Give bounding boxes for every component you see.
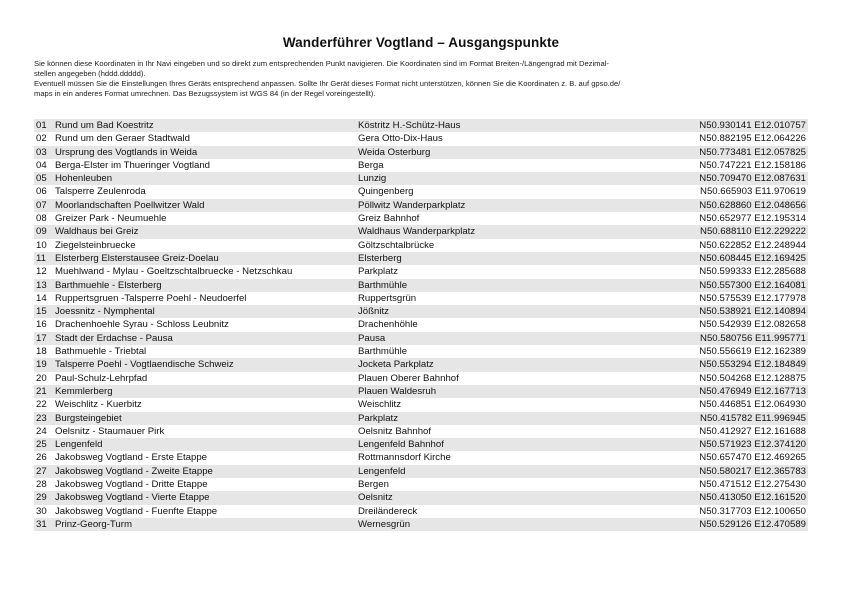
route-name: Rund um Bad Koestritz bbox=[55, 120, 154, 131]
gps-coordinates: N50.575539 E12.177978 bbox=[699, 292, 806, 304]
entry-number: 14 bbox=[36, 292, 47, 304]
start-point: Plauen Oberer Bahnhof bbox=[358, 372, 459, 384]
gps-coordinates: N50.608445 E12.169425 bbox=[699, 252, 806, 264]
start-point: Bergen bbox=[358, 479, 389, 491]
entry-number: 27 bbox=[36, 465, 47, 477]
entry-number: 05 bbox=[36, 173, 47, 185]
table-row bbox=[34, 345, 808, 358]
table-row bbox=[34, 239, 808, 252]
table-row bbox=[34, 478, 808, 491]
start-point: Waldhaus Wanderparkplatz bbox=[358, 226, 476, 238]
table-row bbox=[34, 119, 808, 132]
entry-number: 09 bbox=[36, 226, 47, 238]
entry-number: 17 bbox=[36, 332, 47, 344]
route-name: Stadt der Erdachse - Pausa bbox=[55, 332, 173, 344]
gps-coordinates: N50.652977 E12.195314 bbox=[699, 213, 806, 225]
gps-coordinates: N50.622852 E12.248944 bbox=[699, 239, 806, 251]
start-point: Barthmühle bbox=[358, 279, 408, 291]
table-row bbox=[34, 159, 808, 172]
start-point: Parkplatz bbox=[358, 412, 398, 424]
table-row bbox=[34, 212, 808, 225]
route-name: Elsterberg Elsterstausee Greiz-Doelau bbox=[55, 252, 219, 264]
entry-number: 10 bbox=[36, 239, 47, 251]
gps-coordinates: N50.665903 E11.970619 bbox=[700, 186, 806, 198]
table-row bbox=[34, 412, 808, 425]
gps-coordinates: N50.773481 E12.057825 bbox=[699, 146, 806, 158]
route-name: Jakobsweg Vogtland - Erste Etappe bbox=[55, 452, 207, 464]
route-name: Moorlandschaften Poellwitzer Wald bbox=[55, 199, 205, 211]
gps-coordinates: N50.688110 E12.229222 bbox=[700, 226, 806, 238]
start-point: Göltzschtalbrücke bbox=[358, 239, 435, 251]
start-point: Drachenhöhle bbox=[358, 319, 418, 331]
route-name: Jakobsweg Vogtland - Dritte Etappe bbox=[55, 479, 208, 491]
table-row bbox=[34, 398, 808, 411]
route-name: Paul-Schulz-Lehrpfad bbox=[55, 372, 148, 384]
start-point: Jößnitz bbox=[358, 306, 389, 318]
intro-line: Eventuell müssen Sie die Einstellungen Ihres Geräts entsprechend anpassen. Sollte Ihr Gerät dieses Format nicht unterstützen, können Sie die Koordinaten z. B. auf gpso.de/ bbox=[34, 79, 621, 88]
gps-coordinates: N50.580217 E12.365783 bbox=[699, 465, 806, 477]
entry-number: 21 bbox=[36, 385, 47, 397]
table-row bbox=[34, 505, 808, 518]
entry-number: 28 bbox=[36, 479, 47, 491]
start-point: Oelsnitz bbox=[358, 492, 393, 504]
gps-coordinates: N50.628860 E12.048656 bbox=[699, 199, 806, 211]
entry-number: 15 bbox=[36, 306, 47, 318]
intro-line: maps in ein anderes Format umrechnen. Das Bezugssystem ist WGS 84 (in der Regel voreingestellt). bbox=[34, 89, 376, 98]
route-name: Ursprung des Vogtlands in Weida bbox=[55, 146, 198, 158]
route-name: Barthmuehle - Elsterberg bbox=[55, 279, 162, 291]
table-row bbox=[34, 438, 808, 451]
route-name: Prinz-Georg-Turm bbox=[55, 518, 132, 530]
entry-number: 19 bbox=[36, 359, 47, 371]
route-name: Joessnitz - Nymphental bbox=[55, 306, 155, 318]
table-row bbox=[34, 385, 808, 398]
start-point: Berga bbox=[358, 159, 384, 171]
start-point: Lengenfeld bbox=[358, 465, 406, 477]
entry-number: 24 bbox=[36, 425, 47, 437]
route-name: Waldhaus bei Greiz bbox=[55, 226, 139, 238]
table-row bbox=[34, 172, 808, 185]
entry-number: 31 bbox=[36, 518, 47, 530]
entry-number: 20 bbox=[36, 372, 47, 384]
gps-coordinates: N50.317703 E12.100650 bbox=[699, 505, 806, 517]
table-row bbox=[34, 225, 808, 238]
gps-coordinates: N50.930141 E12.010757 bbox=[699, 120, 806, 131]
route-name: Hohenleuben bbox=[55, 173, 113, 185]
start-point: Lunzig bbox=[358, 173, 387, 185]
route-name: Jakobsweg Vogtland - Zweite Etappe bbox=[55, 465, 213, 477]
route-name: Rund um den Geraer Stadtwald bbox=[55, 133, 190, 145]
entry-number: 11 bbox=[36, 252, 46, 264]
start-point: Barthmühle bbox=[358, 346, 408, 358]
intro-text bbox=[34, 59, 810, 99]
entry-number: 03 bbox=[36, 146, 47, 158]
entry-number: 16 bbox=[36, 319, 47, 331]
entry-number: 30 bbox=[36, 505, 47, 517]
table-row bbox=[34, 425, 808, 438]
route-name: Kemmlerberg bbox=[55, 385, 113, 397]
route-name: Ziegelsteinbruecke bbox=[55, 239, 136, 251]
intro-line: Sie können diese Koordinaten in Ihr Navi eingeben und so direkt zum entsprechenden Punkt navigieren. Die Koordinaten sind im Format Breiten-/Längengrad mit Dezimal- bbox=[34, 59, 609, 68]
route-name: Drachenhoehle Syrau - Schloss Leubnitz bbox=[55, 319, 229, 331]
start-point: Quingenberg bbox=[358, 186, 414, 198]
route-name: Weischlitz - Kuerbitz bbox=[55, 399, 142, 411]
route-name: Bathmuehle - Triebtal bbox=[55, 346, 147, 358]
route-name: Talsperre Zeulenroda bbox=[55, 186, 146, 198]
start-point: Pöllwitz Wanderparkplatz bbox=[358, 199, 466, 211]
table-row bbox=[34, 132, 808, 145]
table-row bbox=[34, 358, 808, 371]
entry-number: 22 bbox=[36, 399, 47, 411]
gps-coordinates: N50.571923 E12.374120 bbox=[699, 439, 806, 451]
gps-coordinates: N50.412927 E12.161688 bbox=[699, 425, 806, 437]
page-title: Wanderführer Vogtland – Ausgangspunkte bbox=[282, 35, 560, 50]
gps-coordinates: N50.446851 E12.064930 bbox=[699, 399, 806, 411]
gps-coordinates: N50.415782 E11.996945 bbox=[700, 412, 806, 424]
entry-number: 06 bbox=[36, 186, 47, 198]
table-row bbox=[34, 252, 808, 265]
table-row bbox=[34, 518, 808, 531]
start-point: Dreiländereck bbox=[358, 505, 418, 517]
table-row bbox=[34, 491, 808, 504]
gps-coordinates: N50.476949 E12.167713 bbox=[699, 385, 806, 397]
intro-line: stellen angegeben (hddd.ddddd). bbox=[34, 69, 146, 78]
start-point: Lengenfeld Bahnhof bbox=[358, 439, 444, 451]
table-row bbox=[34, 372, 808, 385]
table-row bbox=[34, 265, 808, 278]
gps-coordinates: N50.599333 E12.285688 bbox=[699, 266, 806, 278]
route-name: Jakobsweg Vogtland - Vierte Etappe bbox=[55, 492, 210, 504]
entry-number: 08 bbox=[36, 213, 47, 225]
table-row bbox=[34, 451, 808, 464]
start-point: Jocketa Parkplatz bbox=[358, 359, 434, 371]
table-row bbox=[34, 465, 808, 478]
table-row bbox=[34, 199, 808, 212]
route-name: Ruppertsgruen -Talsperre Poehl - Neudoerfel bbox=[55, 292, 247, 304]
start-point: Plauen Waldesruh bbox=[358, 385, 437, 397]
entry-number: 12 bbox=[36, 266, 47, 278]
gps-coordinates: N50.580756 E11.995771 bbox=[700, 332, 806, 344]
route-name: Oelsnitz - Staumauer Pirk bbox=[55, 425, 165, 437]
start-point: Elsterberg bbox=[358, 252, 402, 264]
entry-number: 18 bbox=[36, 346, 47, 358]
entry-number: 07 bbox=[36, 199, 47, 211]
start-point: Oelsnitz Bahnhof bbox=[358, 425, 432, 437]
entry-number: 13 bbox=[36, 279, 47, 291]
start-point: Weischlitz bbox=[358, 399, 402, 411]
route-name: Burgsteingebiet bbox=[55, 412, 122, 424]
table-row bbox=[34, 146, 808, 159]
starting-points-table bbox=[34, 119, 808, 531]
gps-coordinates: N50.709470 E12.087631 bbox=[699, 173, 806, 185]
start-point: Köstritz H.-Schütz-Haus bbox=[358, 120, 461, 131]
table-row bbox=[34, 305, 808, 318]
table-row bbox=[34, 292, 808, 305]
gps-coordinates: N50.553294 E12.184849 bbox=[699, 359, 806, 371]
table-row bbox=[34, 185, 808, 198]
entry-number: 26 bbox=[36, 452, 47, 464]
start-point: Weida Osterburg bbox=[358, 146, 431, 158]
gps-coordinates: N50.542939 E12.082658 bbox=[699, 319, 806, 331]
route-name: Greizer Park - Neumuehle bbox=[55, 213, 167, 225]
start-point: Parkplatz bbox=[358, 266, 398, 278]
entry-number: 23 bbox=[36, 412, 47, 424]
gps-coordinates: N50.747221 E12.158186 bbox=[699, 159, 806, 171]
entry-number: 02 bbox=[36, 133, 47, 145]
start-point: Ruppertsgrün bbox=[358, 292, 417, 304]
start-point: Pausa bbox=[358, 332, 386, 344]
entry-number: 25 bbox=[36, 439, 47, 451]
start-point: Wernesgrün bbox=[358, 518, 411, 530]
gps-coordinates: N50.504268 E12.128875 bbox=[699, 372, 806, 384]
gps-coordinates: N50.529126 E12.470589 bbox=[699, 518, 806, 530]
table-row bbox=[34, 332, 808, 345]
start-point: Greiz Bahnhof bbox=[358, 213, 420, 225]
entry-number: 04 bbox=[36, 159, 47, 171]
route-name: Lengenfeld bbox=[55, 439, 103, 451]
table-row bbox=[34, 318, 808, 331]
table-row bbox=[34, 279, 808, 292]
start-point: Gera Otto-Dix-Haus bbox=[358, 133, 443, 145]
entry-number: 29 bbox=[36, 492, 47, 504]
gps-coordinates: N50.657470 E12.469265 bbox=[699, 452, 806, 464]
gps-coordinates: N50.538921 E12.140894 bbox=[699, 306, 806, 318]
start-point: Rottmannsdorf Kirche bbox=[358, 452, 451, 464]
gps-coordinates: N50.557300 E12.164081 bbox=[699, 279, 806, 291]
route-name: Jakobsweg Vogtland - Fuenfte Etappe bbox=[55, 505, 218, 517]
route-name: Muehlwand - Mylau - Goeltzschtalbruecke - Netzschkau bbox=[55, 266, 293, 278]
entry-number: 01 bbox=[36, 120, 47, 131]
gps-coordinates: N50.556619 E12.162389 bbox=[699, 346, 806, 358]
gps-coordinates: N50.471512 E12.275430 bbox=[699, 479, 806, 491]
route-name: Berga-Elster im Thueringer Vogtland bbox=[55, 159, 211, 171]
gps-coordinates: N50.413050 E12.161520 bbox=[699, 492, 806, 504]
gps-coordinates: N50.882195 E12.064226 bbox=[699, 133, 806, 145]
route-name: Talsperre Poehl - Vogtlaendische Schweiz bbox=[55, 359, 234, 371]
